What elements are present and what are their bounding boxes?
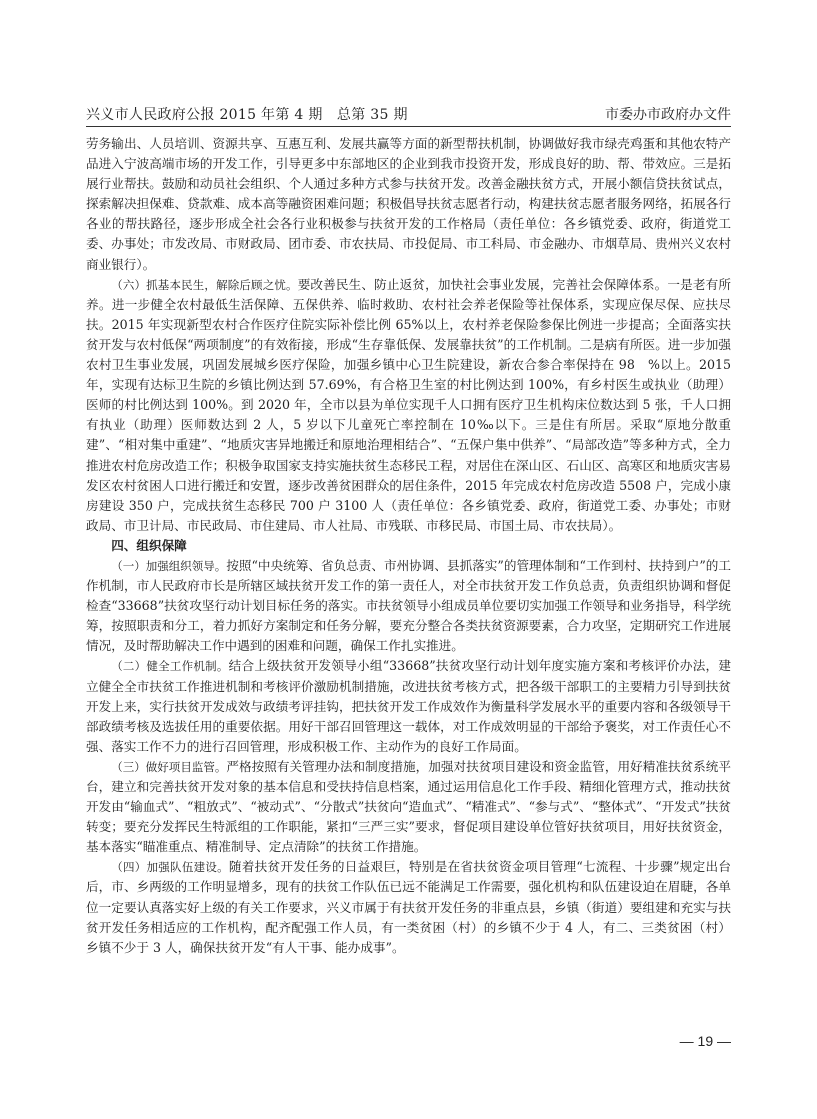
paragraph-livelihood-text: 要改善民生、防止返贫，加快社会事业发展，完善社会保障体系。一是老有所养。进一步健全农村最低生活保障、五保供养、临时救助、农村社会养老保险等社保体系，实现应保尽保、应扶尽扶。2015 年实现新型农村合作医疗住院实际补偿比例 65%以上，农村养老保险参保比例进一步提高；全面落实扶贫开发与农村低保“两项制度”的有效衔接，形成“生存靠低保、发展靠扶贫”的工作机制。二是病有所医。进一步加强农村卫生事业发展，巩固发展城乡医疗保险，加强乡镇中心卫生院建设，新农合参合率保持在 98 %以上。2015 年，实现有达标卫生院的乡镇比例达到 57.69%，有合格卫生室的村比例达到 100%，有乡村医生或执业（助理）医师的村比例达到 100%。到 2020 年，全市以县为单位实现千人口拥有医疗卫生机构床位数达到 5 张，千人口拥有执业（助理）医师数达到 2 人，5 岁以下儿童死亡率控制在 10‰以下。三是住有所居。采取“原地分散重建”、“相对集中重建”、“地质灾害异地搬迁和原地治理相结合”、“五保户集中供养”、“局部改造”等多种方式，全力推进农村危房改造工作；积极争取国家支持实施扶贫生态移民工程，对居住在深山区、石山区、高寒区和地质灾害易发区农村贫困人口进行搬迁和安置，逐步改善贫困群众的居住条件，2015 年完成农村危房改造 5508 户，完成小康房建设 350 户，完成扶贫生态移民 700 户 3100 人（责任单位：各乡镇党委、政府，街道党工委、办事处；市财政局、市卫计局、市民政局、市住建局、市人社局、市残联、市移民局、市国土局、市农扶局）。: [86, 276, 732, 533]
page-number: — 19 —: [679, 1033, 731, 1049]
paragraph-mechanism-text: 结合上级扶贫开发领导小组“33668”扶贫攻坚行动计划年度实施方案和考核评价办法，建立健全全市扶贫工作推进机制和考核评价激励机制措施，改进扶贫考核方式，把各级干部职工的主要精力引导到扶贫开发上来，实行扶贫开发成效与政绩考评挂钩，把扶贫开发工作成效作为衡量科学发展水平的重要内容和各级领导干部政绩考核及选拔任用的重要依据。用好干部召回管理这一载体，对工作成效明显的干部给予褒奖，对工作责任心不强、落实工作不力的进行召回管理，形成积极工作、主动作为的良好工作局面。: [86, 658, 731, 754]
paragraph-team-text: 随着扶贫开发任务的日益艰巨，特别是在省扶贫资金项目管理“七流程、十步骤”规定出台后，市、乡两级的工作明显增多，现有的扶贫工作队伍已远不能满足工作需要，强化机构和队伍建设迫在眉睫，各单位一定要认真落实好上级的有关工作要求，兴义市属于有扶贫开发任务的非重点县，乡镇（街道）要组建和充实与扶贫开发任务相适应的工作机构，配齐配强工作人员，有一类贫困（村）的乡镇不少于 4 人，有二、三类贫困（村）乡镇不少于 3 人，确保扶贫开发“有人干事、能办成事”。: [86, 859, 731, 955]
paragraph-leadership-text: 按照“中央统筹、省负总责、市州协调、县抓落实”的管理体制和“工作到村、扶持到户”的工作机制，市人民政府市长是所辖区域扶贫开发工作的第一责任人，对全市扶贫开发工作负总责，负责组织协调和督促检查“33668”扶贫攻坚行动计划目标任务的落实。市扶贫领导小组成员单位要切实加强工作领导和业务指导，科学统筹，按照职责和分工，着力抓好方案制定和任务分解，要充分整合各类扶贫资源要素，合力攻坚，定期研究工作进展情况，及时帮助解决工作中遇到的困难和问题，确保工作扎实推进。: [86, 557, 731, 654]
paragraph-supervision: [86, 757, 731, 857]
section-heading-organization: 四、组织保障: [111, 537, 187, 553]
paragraph-team: [86, 857, 731, 957]
subheading-supervision: （三）做好项目监管。: [111, 759, 227, 774]
header-publication-title: 兴义市人民政府公报 2015 年第 4 期 总第 35 期: [86, 107, 408, 123]
paragraph-livelihood: [86, 275, 731, 536]
document-body: [86, 134, 731, 958]
subheading-mechanism: （二）健全工作机制。: [111, 659, 229, 674]
subheading-leadership: （一）加强组织领导。: [111, 558, 227, 573]
subheading-team: （四）加强队伍建设。: [111, 860, 229, 875]
subheading-livelihood: （六）抓基本民生，解除后顾之忧。: [111, 277, 298, 292]
header-section-title: 市委办市政府办文件: [605, 107, 731, 123]
paragraph-mechanism: [86, 656, 731, 756]
page-header: [86, 102, 731, 127]
paragraph-supervision-text: 严格按照有关管理办法和制度措施，加强对扶贫项目建设和资金监管，用好精准扶贫系统平台，建立和完善扶贫开发对象的基本信息和受扶持信息档案，通过运用信息化工作手段、精细化管理方式，推动扶贫开发由“输血式”、“粗放式”、“被动式”、“分散式”扶贫向“造血式”、“精准式”、“参与式”、“整体式”、“开发式”扶贫转变；要充分发挥民生特派组的工作职能，紧扣“三严三实”要求，督促项目建设单位管好扶贫项目，用好扶贫资金，基本落实“瞄准重点、精准制导、定点清除”的扶贫工作措施。: [86, 758, 732, 855]
paragraph-continuation: 劳务输出、人员培训、资源共享、互惠互利、发展共赢等方面的新型帮扶机制，协调做好我市绿壳鸡蛋和其他农特产品进入宁波高端市场的开发工作，引导更多中东部地区的企业到我市投资开发，形成良好的助、帮、带效应。三是拓展行业帮扶。鼓励和动员社会组织、个人通过多种方式参与扶贫开发。改善金融扶贫方式，开展小额信贷扶贫试点，探索解决担保难、贷款难、成本高等融资困难问题；积极倡导扶贫志愿者行动，构建扶贫志愿者服务网络，拓展各行各业的帮扶路径，逐步形成全社会各行业积极参与扶贫开发的工作格局（责任单位：各乡镇党委、政府，街道党工委、办事处；市发改局、市财政局、团市委、市农扶局、市投促局、市工科局、市金融办、市烟草局、贵州兴义农村商业银行）。: [86, 136, 731, 272]
paragraph-leadership: [86, 556, 731, 656]
